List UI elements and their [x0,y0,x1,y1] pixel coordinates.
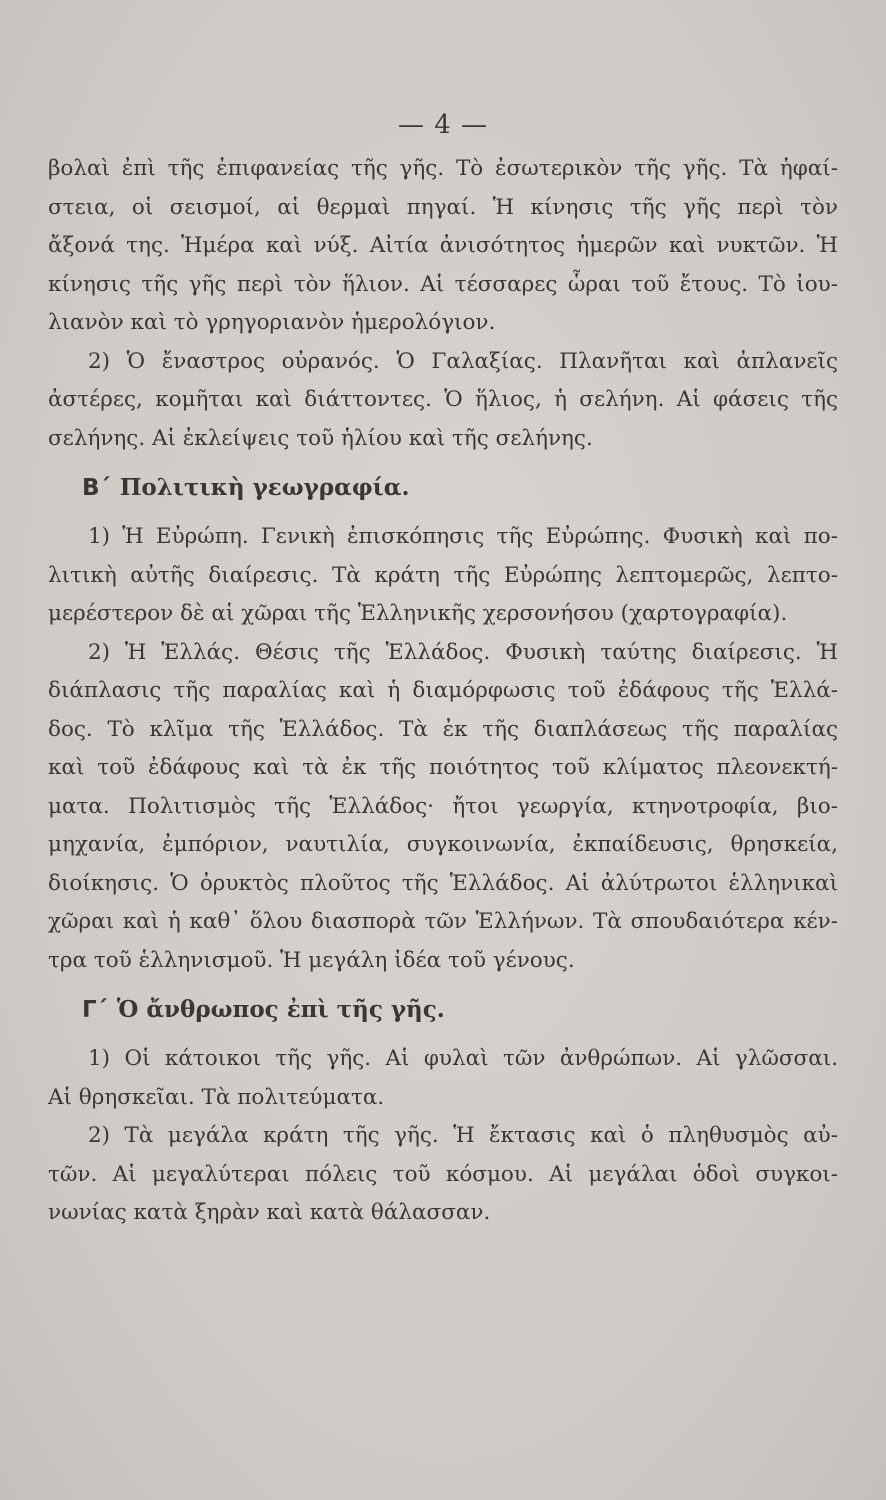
text-line: 1) Οἱ κάτοικοι τῆς γῆς. Αἱ φυλαὶ τῶν ἀνθρώπων. Αἱ γλῶσσαι. [88,1046,838,1071]
section-title: Ὁ ἄνθρωπος ἐπὶ τῆς γῆς. [116,996,445,1023]
text-line: διάπλασις τῆς παραλίας καὶ ἡ διαμόρφωσις τοῦ ἐδάφους τῆς Ἑλλά- [48,678,838,703]
text-line: ματα. Πολιτισμὸς τῆς Ἑλλάδος· ἤτοι γεωργία, κτηνοτροφία, βιο- [48,793,838,819]
text-line: 2) Ἡ Ἑλλάς. Θέσις τῆς Ἑλλάδος. Φυσικὴ ταύτης διαίρεσις. Ἡ [88,639,838,665]
text-line: δος. Τὸ κλῖμα τῆς Ἑλλάδος. Τὰ ἐκ τῆς διαπλάσεως τῆς παραλίας [48,716,838,742]
text-line: ἀστέρες, κομῆται καὶ διάττοντες. Ὁ ἥλιος, ἡ σελήνη. Αἱ φάσεις τῆς [48,387,838,412]
text-line: λιτικὴ αὐτῆς διαίρεσις. Τὰ κράτη τῆς Εὐρώπης λεπτομερῶς, λεπτο- [48,562,838,588]
text-line: νωνίας κατὰ ξηρὰν καὶ κατὰ θάλασσαν. [48,1200,491,1225]
body-text [48,150,838,1233]
text-line: τρα τοῦ ἑλληνισμοῦ. Ἡ μεγάλη ἰδέα τοῦ γένους. [48,947,575,973]
section-title: Πολιτικὴ γεωγραφία. [119,474,410,501]
text-line: στεια, οἱ σεισμοί, αἱ θερμαὶ πηγαί. Ἡ κίνησις τῆς γῆς περὶ τὸν [48,194,838,220]
text-line: 1) Ἡ Εὐρώπη. Γενικὴ ἐπισκόπησις τῆς Εὐρώπης. Φυσικὴ καὶ πο- [88,524,838,549]
text-line: σελήνης. Αἱ ἐκλείψεις τοῦ ἡλίου καὶ τῆς σελήνης. [48,425,593,451]
page-number: — 4 — [397,110,489,140]
text-line: βολαὶ ἐπὶ τῆς ἐπιφανείας τῆς γῆς. Τὸ ἐσωτερικὸν τῆς γῆς. Τὰ ἡφαί- [48,156,838,181]
text-line: λιανὸν καὶ τὸ γρηγοριανὸν ἡμερολόγιον. [48,310,496,335]
text-line: μηχανία, ἐμπόριον, ναυτιλία, συγκοινωνία, ἐκπαίδευσις, θρησκεία, [48,832,838,857]
text-line: ἄξονά της. Ἡμέρα καὶ νύξ. Αἰτία ἀνισότητος ἡμερῶν καὶ νυκτῶν. Ἡ [48,233,838,258]
text-line: μερέστερον δὲ αἱ χῶραι τῆς Ἑλληνικῆς χερσονήσου (χαρτογραφία). [48,601,788,626]
section-heading [48,458,838,518]
section-letter: Β΄ [82,475,110,501]
section-letter: Γ΄ [82,997,107,1023]
text-line: κίνησις τῆς γῆς περὶ τὸν ἥλιον. Αἱ τέσσαρες ὧραι τοῦ ἔτους. Τὸ ἰου- [48,271,838,297]
text-line: 2) Τὰ μεγάλα κράτη τῆς γῆς. Ἡ ἔκτασις καὶ ὁ πληθυσμὸς αὐ- [88,1123,838,1148]
text-line: χῶραι καὶ ἡ καθ᾽ ὅλου διασπορὰ τῶν Ἑλλήνων. Τὰ σπουδαιότερα κέν- [48,909,838,934]
text-line: καὶ τοῦ ἐδάφους καὶ τὰ ἐκ τῆς ποιότητος τοῦ κλίματος πλεονεκτή- [48,755,838,780]
text-line: διοίκησις. Ὁ ὀρυκτὸς πλοῦτος τῆς Ἑλλάδος. Αἱ ἀλύτρωτοι ἑλληνικαὶ [48,870,838,896]
text-line: 2) Ὁ ἔναστρος οὐρανός. Ὁ Γαλαξίας. Πλανῆται καὶ ἀπλανεῖς [88,348,838,374]
text-line: τῶν. Αἱ μεγαλύτεραι πόλεις τοῦ κόσμου. Αἱ μεγάλαι ὁδοὶ συγκοι- [48,1161,838,1187]
section-heading [48,980,838,1040]
text-line: Αἱ θρησκεῖαι. Τὰ πολιτεύματα. [48,1084,385,1110]
